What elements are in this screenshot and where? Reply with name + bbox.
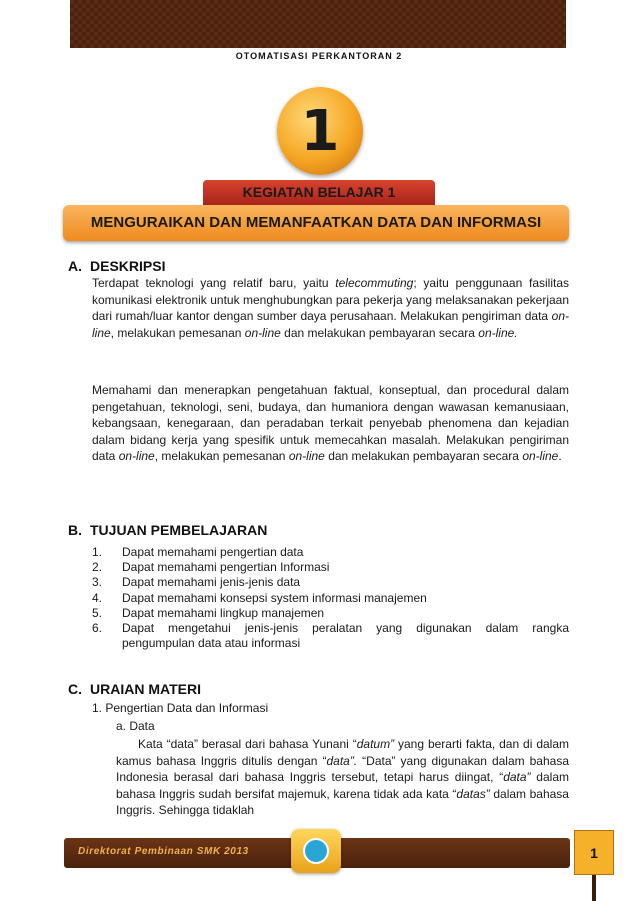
section-a-paragraph-1: Terdapat teknologi yang relatif baru, yaitu telecommuting; yaitu penggunaan fasilitas komunikasi elektronik untuk menghubungkan para pekerja yang melaksanakan pekerjaan dari rumah/luar kantor dengan sumber daya perusahaan. Melakukan pengiriman data on-line, melakukan pemesanan on-line dan melakukan pembayaran secara on-line. <box>92 276 569 340</box>
section-b-title: TUJUAN PEMBELAJARAN <box>90 522 268 538</box>
logo-emblem-icon <box>303 838 329 864</box>
section-a-letter: A. <box>68 258 82 274</box>
section-c-heading <box>68 681 201 697</box>
section-b-heading <box>68 522 267 538</box>
chapter-title: MENGURAIKAN DAN MEMANFAATKAN DATA DAN INFORMASI <box>63 205 569 241</box>
header-decorative-band <box>70 0 566 48</box>
list-item: 4. Dapat memahami konsepsi system informasi manajemen <box>92 590 427 605</box>
chapter-number-badge: 1 <box>277 87 363 175</box>
section-c-title: URAIAN MATERI <box>90 681 201 697</box>
list-item: 2. Dapat memahami pengertian Informasi <box>92 560 330 575</box>
footer-publisher-text: Direktorat Pembinaan SMK 2013 <box>78 846 249 857</box>
page-number-tab-line <box>592 875 596 901</box>
section-b-letter: B. <box>68 522 82 538</box>
sub-subsection-heading: a. Data <box>116 719 155 733</box>
subsection-heading: 1. Pengertian Data dan Informasi <box>92 701 269 715</box>
list-item: 5. Dapat memahami lingkup manajemen <box>92 605 325 620</box>
section-a-heading <box>68 258 165 274</box>
section-c-paragraph: Kata “data” berasal dari bahasa Yunani “datum” yang berarti fakta, dan di dalam kamus bahasa Inggris ditulis dengan “data”. “Data” yang digunakan dalam bahasa Indonesia berasal dari bahasa Inggris tersebut, tetapi harus diingat, “data” dalam bahasa Inggris sudah bersifat majemuk, karena tidak ada kata “datas” dalam bahasa Inggris. Sehingga tidaklah <box>116 737 569 818</box>
section-a-paragraph-2: Memahami dan menerapkan pengetahuan faktual, konseptual, dan procedural dalam pengetahuan, teknologi, seni, budaya, dan humaniora dengan wawasan kemanusiaan, kebangsaan, kenegaraan, dan peradaban terkait penyebab phenomena dan kejadian dalam bidang kerja yang spesifik untuk memecahkan masalah. Melakukan pengiriman data on-line, melakukan pemesanan on-line dan melakukan pembayaran secara on-line. <box>92 383 569 464</box>
learning-objectives-list <box>92 545 569 651</box>
list-item: 3. Dapat memahami jenis-jenis data <box>92 575 301 590</box>
page-number: 1 <box>574 830 614 875</box>
section-a-title: DESKRIPSI <box>90 258 166 274</box>
ministry-logo-icon <box>291 829 341 873</box>
running-header-title: OTOMATISASI PERKANTORAN 2 <box>235 51 403 61</box>
activity-label: KEGIATAN BELAJAR 1 <box>203 180 435 205</box>
list-item: 1. Dapat memahami pengertian data <box>92 545 304 559</box>
section-c-letter: C. <box>68 681 82 697</box>
list-item: 6. Dapat mengetahui jenis-jenis peralatan yang digunakan dalam rangka pengumpulan data atau informasi <box>92 621 569 651</box>
